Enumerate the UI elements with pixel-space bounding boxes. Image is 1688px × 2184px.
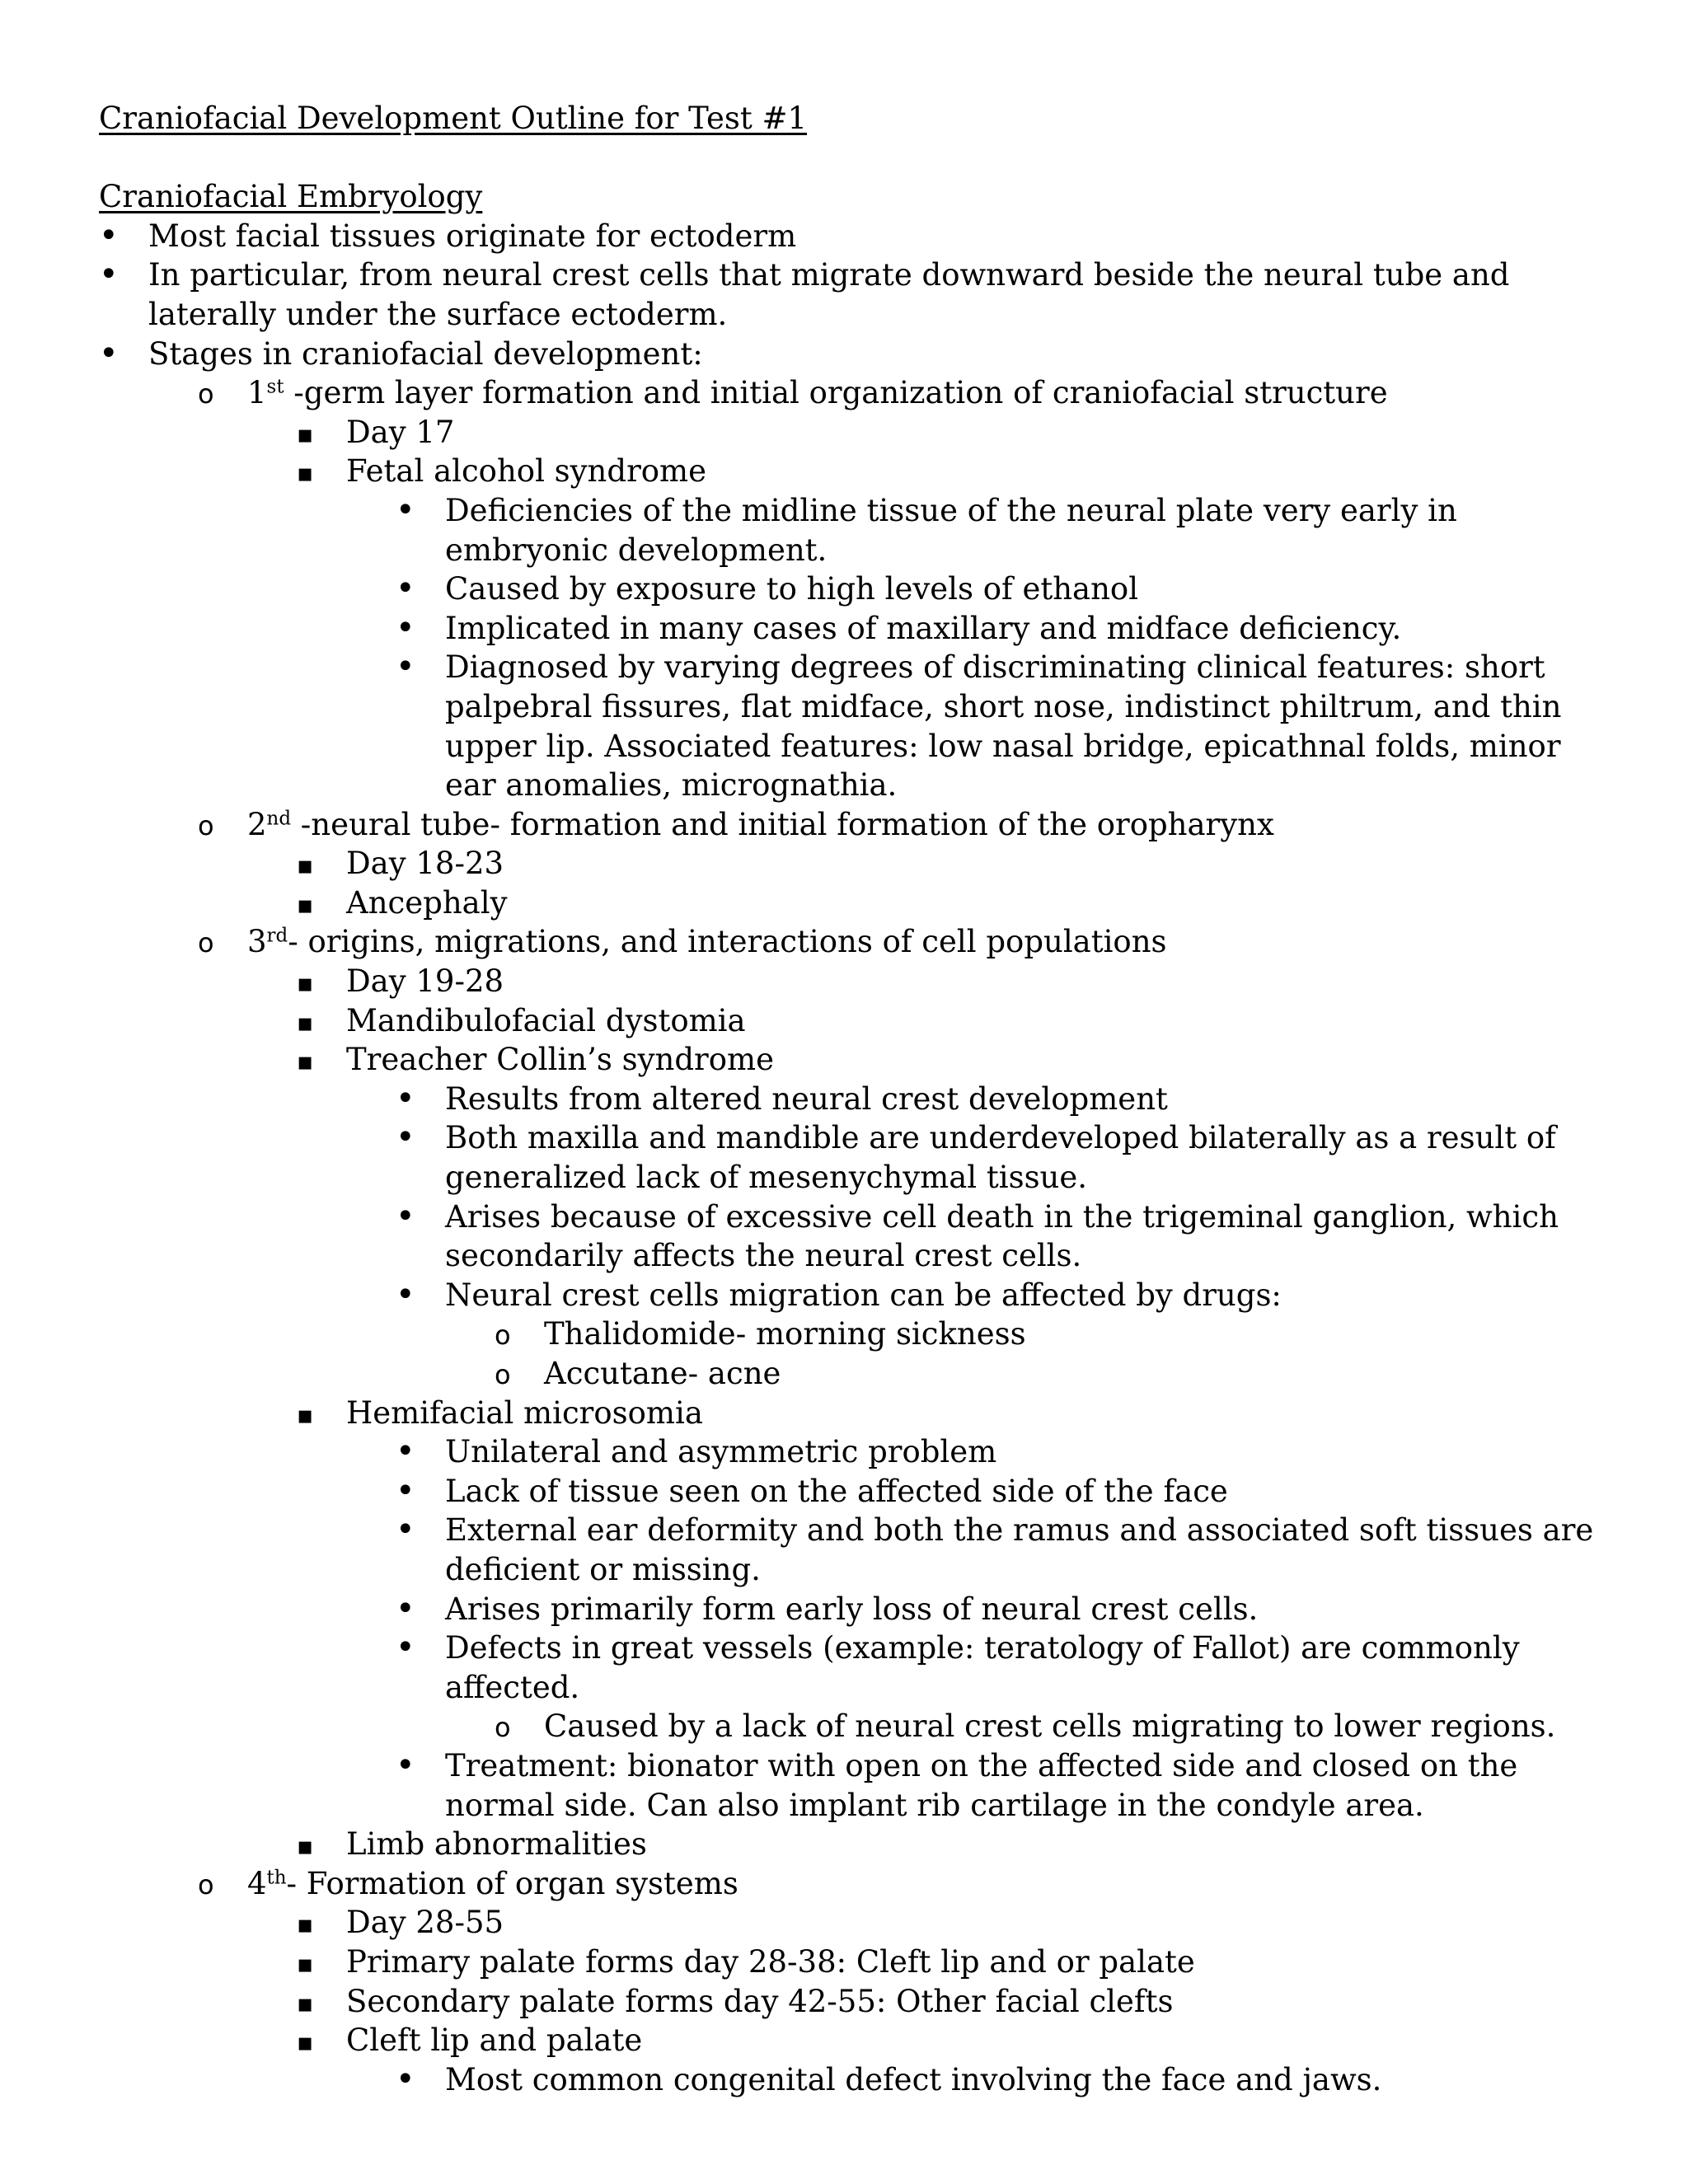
list-item: ▪ Fetal alcohol syndrome: [99, 452, 1599, 491]
list-item: • In particular, from neural crest cells that migrate downward beside the neural tube and laterally under the surface ectoderm.: [99, 255, 1599, 334]
bullet-dot: [99, 217, 119, 256]
bullet-dot: [396, 1118, 415, 1158]
bullet-circle: [198, 1864, 214, 1905]
list-item: • Lack of tissue seen on the affected side of the face: [99, 1472, 1599, 1511]
bullet-circle: [495, 1354, 511, 1395]
list-item: ▪ Limb abnormalities: [99, 1825, 1599, 1864]
list-item: o Caused by a lack of neural crest cells migrating to lower regions.: [99, 1707, 1599, 1746]
list-item: ▪ Mandibulofacial dystomia: [99, 1001, 1599, 1041]
list-item: • Arises because of excessive cell death in the trigeminal ganglion, which secondarily affects the neural crest cells.: [99, 1197, 1599, 1276]
bullet-dot: [396, 648, 415, 687]
list-item: • Unilateral and asymmetric problem: [99, 1432, 1599, 1472]
bullet-square: [297, 1001, 313, 1043]
list-item: • Stages in craniofacial development:: [99, 335, 1599, 374]
list-item: • Treatment: bionator with open on the affected side and closed on the normal side. Can also implant rib cartilage in the condyle area.: [99, 1746, 1599, 1825]
bullet-circle: [198, 922, 214, 963]
bullet-circle: [495, 1315, 511, 1356]
list-item: • Arises primarily form early loss of neural crest cells.: [99, 1590, 1599, 1629]
bullet-square: [297, 452, 313, 494]
list-item: ▪ Primary palate forms day 28-38: Cleft lip and or palate: [99, 1943, 1599, 1982]
bullet-circle: [198, 373, 214, 415]
bullet-dot: [396, 1629, 415, 1668]
bullet-dot: [396, 491, 415, 531]
list-item: ▪ Day 17: [99, 413, 1599, 452]
list-item: • Most facial tissues originate for ectoderm: [99, 217, 1599, 256]
list-item: ▪ Day 18-23: [99, 844, 1599, 883]
stage-item: o 1st -germ layer formation and initial organization of craniofacial structure: [99, 373, 1599, 413]
bullet-dot: [99, 335, 119, 374]
bullet-square: [297, 413, 313, 455]
bullet-square: [297, 1394, 313, 1436]
stage-item: o 3rd- origins, migrations, and interactions of cell populations: [99, 922, 1599, 962]
list-item: ▪ Hemifacial microsomia: [99, 1394, 1599, 1433]
bullet-square: [297, 1943, 313, 1985]
bullet-square: [297, 1982, 313, 2024]
list-item: o Thalidomide- morning sickness: [99, 1315, 1599, 1354]
list-item: ▪ Ancephaly: [99, 883, 1599, 923]
bullet-square: [297, 1040, 313, 1082]
document-title: Craniofacial Development Outline for Test #1: [99, 101, 808, 136]
bullet-circle: [198, 805, 214, 846]
bullet-dot: [396, 1746, 415, 1786]
list-item: ▪ Day 28-55: [99, 1903, 1599, 1943]
bullet-dot: [396, 1432, 415, 1472]
bullet-circle: [495, 1707, 511, 1748]
list-item: • Both maxilla and mandible are underdeveloped bilaterally as a result of generalized lack of mesenychymal tissue.: [99, 1118, 1599, 1197]
list-item: • Deficiencies of the midline tissue of the neural plate very early in embryonic development.: [99, 491, 1599, 569]
bullet-square: [297, 962, 313, 1004]
bullet-square: [297, 1903, 313, 1945]
list-item: • Implicated in many cases of maxillary and midface deficiency.: [99, 609, 1599, 649]
section-heading: Craniofacial Embryology: [99, 179, 483, 215]
list-item: • Defects in great vessels (example: teratology of Fallot) are commonly affected.: [99, 1629, 1599, 1707]
bullet-square: [297, 1825, 313, 1867]
stage-item: o 2nd -neural tube- formation and initial formation of the oropharynx: [99, 805, 1599, 845]
bullet-square: [297, 883, 313, 926]
list-item: ▪ Day 19-28: [99, 962, 1599, 1001]
list-item: • Results from altered neural crest development: [99, 1080, 1599, 1119]
list-item: • Caused by exposure to high levels of ethanol: [99, 569, 1599, 609]
bullet-dot: [396, 1276, 415, 1315]
bullet-dot: [396, 2060, 415, 2100]
list-item: ▪ Secondary palate forms day 42-55: Other facial clefts: [99, 1982, 1599, 2022]
list-item: ▪ Cleft lip and palate: [99, 2021, 1599, 2060]
list-item: • Most common congenital defect involving the face and jaws.: [99, 2060, 1599, 2100]
list-item: • External ear deformity and both the ramus and associated soft tissues are deficient or missing.: [99, 1511, 1599, 1589]
list-item: • Diagnosed by varying degrees of discriminating clinical features: short palpebral fissures, flat midface, short nose, indistinct philtrum, and thin upper lip. Associated features: low nasal bridge, epicathnal folds, minor ear anomalies, micrognathia.: [99, 648, 1599, 804]
bullet-dot: [99, 255, 119, 295]
bullet-dot: [396, 1080, 415, 1119]
bullet-dot: [396, 1511, 415, 1550]
bullet-dot: [396, 569, 415, 609]
list-item: ▪ Treacher Collin’s syndrome: [99, 1040, 1599, 1080]
bullet-square: [297, 844, 313, 886]
list-item: o Accutane- acne: [99, 1354, 1599, 1394]
document-page: [99, 99, 1599, 2099]
bullet-dot: [396, 609, 415, 649]
stage-item: o 4th- Formation of organ systems: [99, 1864, 1599, 1904]
bullet-dot: [396, 1197, 415, 1237]
bullet-square: [297, 2021, 313, 2063]
list-item: • Neural crest cells migration can be affected by drugs:: [99, 1276, 1599, 1315]
bullet-dot: [396, 1590, 415, 1629]
bullet-dot: [396, 1472, 415, 1511]
